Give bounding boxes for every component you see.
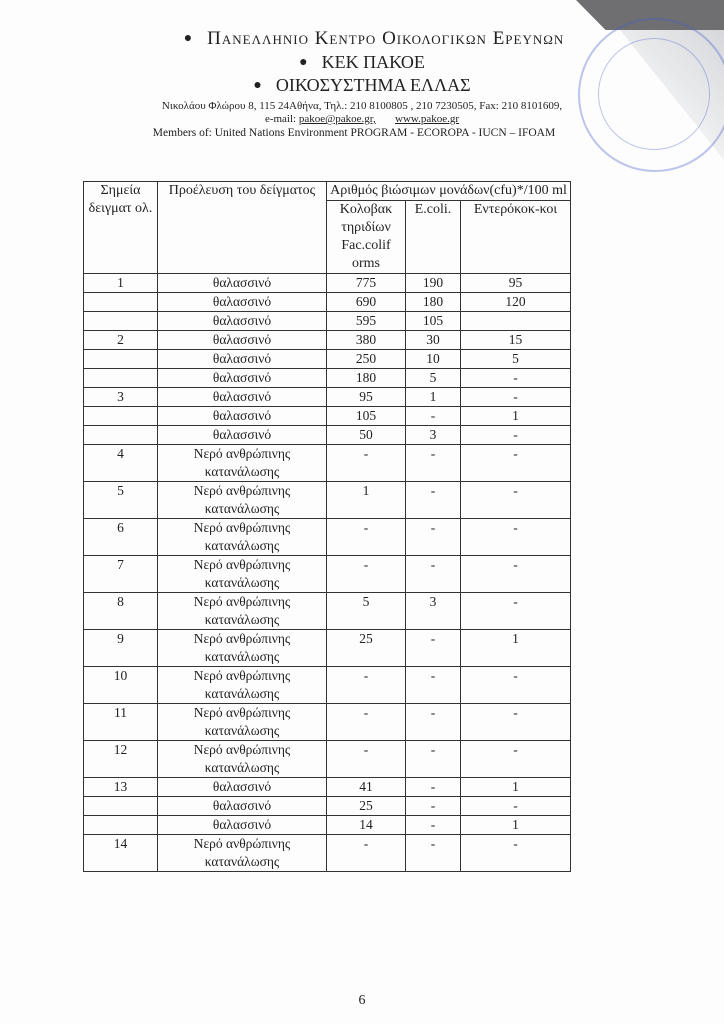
- cell-sampling-point: 9: [84, 630, 158, 667]
- table-row: [84, 274, 571, 293]
- table-row: [84, 667, 571, 704]
- table-row: [84, 797, 571, 816]
- cell-fecal-coliforms: 1: [327, 482, 406, 519]
- table-row: [84, 350, 571, 369]
- cell-ecoli: 180: [406, 293, 461, 312]
- cell-fecal-coliforms: -: [327, 704, 406, 741]
- cell-fecal-coliforms: 25: [327, 797, 406, 816]
- cell-sampling-point: [84, 350, 158, 369]
- cell-fecal-coliforms: -: [327, 667, 406, 704]
- cell-sample-origin: θαλασσινό: [158, 350, 327, 369]
- cell-ecoli: 3: [406, 593, 461, 630]
- members-line: Members of: United Nations Environment PROGRAM - ECOROPA - IUCN – IFOAM: [152, 127, 556, 139]
- header-sampling-point: Σημεία δειγματ ολ.: [84, 182, 158, 274]
- cell-sampling-point: [84, 369, 158, 388]
- cell-sample-origin: θαλασσινό: [158, 312, 327, 331]
- header-fecal-coliforms: Κολοβακ τηριδίων Fac.colif orms: [327, 201, 406, 274]
- cell-enterococci: -: [461, 593, 571, 630]
- cell-enterococci: -: [461, 369, 571, 388]
- cell-enterococci: -: [461, 556, 571, 593]
- cell-sample-origin: θαλασσινό: [158, 293, 327, 312]
- header-sample-origin: Προέλευση του δείγματος: [158, 182, 327, 274]
- cell-sample-origin: Νερό ανθρώπινης κατανάλωσης: [158, 445, 327, 482]
- cell-sample-origin: θαλασσινό: [158, 407, 327, 426]
- cell-enterococci: -: [461, 797, 571, 816]
- cell-sampling-point: [84, 797, 158, 816]
- header-enterococci: Εντερόκοκ-κοι: [461, 201, 571, 274]
- cell-sample-origin: Νερό ανθρώπινης κατανάλωσης: [158, 835, 327, 872]
- cell-fecal-coliforms: 50: [327, 426, 406, 445]
- cell-enterococci: 1: [461, 630, 571, 667]
- cell-enterococci: -: [461, 667, 571, 704]
- cell-sample-origin: θαλασσινό: [158, 388, 327, 407]
- bullet-icon: ●: [183, 31, 194, 46]
- cell-fecal-coliforms: -: [327, 445, 406, 482]
- address-line: Νικολάου Φλώρου 8, 115 24Αθήνα, Τηλ.: 210 8100805 , 210 7230505, Fax: 210 8101609,: [161, 100, 563, 112]
- cell-fecal-coliforms: 14: [327, 816, 406, 835]
- cell-sampling-point: [84, 816, 158, 835]
- cell-ecoli: -: [406, 797, 461, 816]
- cell-sample-origin: θαλασσινό: [158, 778, 327, 797]
- cell-ecoli: 10: [406, 350, 461, 369]
- cell-sampling-point: 11: [84, 704, 158, 741]
- cell-sampling-point: 1: [84, 274, 158, 293]
- cell-sampling-point: 12: [84, 741, 158, 778]
- cell-enterococci: 120: [461, 293, 571, 312]
- cell-fecal-coliforms: -: [327, 519, 406, 556]
- cell-fecal-coliforms: 105: [327, 407, 406, 426]
- org-name-text: Πανελληνιο Κεντρο Οικολογικων Ερευνων: [207, 28, 565, 49]
- table-row: [84, 778, 571, 797]
- cell-enterococci: -: [461, 519, 571, 556]
- cell-enterococci: 1: [461, 778, 571, 797]
- cell-fecal-coliforms: 690: [327, 293, 406, 312]
- cell-fecal-coliforms: 95: [327, 388, 406, 407]
- cell-enterococci: [461, 312, 571, 331]
- table-row: [84, 445, 571, 482]
- cell-ecoli: 190: [406, 274, 461, 293]
- bullet-icon: ●: [253, 78, 262, 93]
- cell-fecal-coliforms: 25: [327, 630, 406, 667]
- cell-ecoli: -: [406, 704, 461, 741]
- bullet-icon: ●: [299, 55, 308, 70]
- cell-fecal-coliforms: 180: [327, 369, 406, 388]
- cell-fecal-coliforms: 250: [327, 350, 406, 369]
- cell-sampling-point: [84, 293, 158, 312]
- table-row: [84, 482, 571, 519]
- cell-sampling-point: 3: [84, 388, 158, 407]
- cell-enterococci: -: [461, 704, 571, 741]
- cell-ecoli: 5: [406, 369, 461, 388]
- cell-sampling-point: [84, 312, 158, 331]
- cell-ecoli: -: [406, 407, 461, 426]
- org-name: [24, 28, 724, 50]
- cell-enterococci: -: [461, 835, 571, 872]
- cell-ecoli: 3: [406, 426, 461, 445]
- cell-sampling-point: 2: [84, 331, 158, 350]
- results-table-body: [84, 274, 571, 872]
- cell-sample-origin: Νερό ανθρώπινης κατανάλωσης: [158, 667, 327, 704]
- cell-fecal-coliforms: 41: [327, 778, 406, 797]
- cell-fecal-coliforms: 775: [327, 274, 406, 293]
- cell-ecoli: -: [406, 519, 461, 556]
- cell-sample-origin: θαλασσινό: [158, 797, 327, 816]
- cell-sampling-point: [84, 407, 158, 426]
- cell-ecoli: -: [406, 445, 461, 482]
- cell-fecal-coliforms: -: [327, 741, 406, 778]
- org-acronym: [0, 52, 724, 73]
- cell-sampling-point: 4: [84, 445, 158, 482]
- cell-fecal-coliforms: 5: [327, 593, 406, 630]
- cell-sample-origin: Νερό ανθρώπινης κατανάλωσης: [158, 556, 327, 593]
- cell-ecoli: -: [406, 667, 461, 704]
- cell-sampling-point: 14: [84, 835, 158, 872]
- table-row: [84, 331, 571, 350]
- cell-sampling-point: 8: [84, 593, 158, 630]
- table-row: [84, 835, 571, 872]
- cell-ecoli: -: [406, 778, 461, 797]
- cell-sampling-point: 13: [84, 778, 158, 797]
- cell-sample-origin: θαλασσινό: [158, 274, 327, 293]
- table-row: [84, 369, 571, 388]
- cell-enterococci: -: [461, 445, 571, 482]
- cell-sampling-point: 5: [84, 482, 158, 519]
- cell-sample-origin: θαλασσινό: [158, 426, 327, 445]
- header-cfu-group: Αριθμός βιώσιμων μονάδων(cfu)*/100 ml: [327, 182, 571, 201]
- cell-ecoli: -: [406, 630, 461, 667]
- cell-ecoli: -: [406, 816, 461, 835]
- cell-sampling-point: [84, 426, 158, 445]
- cell-sample-origin: Νερό ανθρώπινης κατανάλωσης: [158, 482, 327, 519]
- website-link[interactable]: www.pakoe.gr: [395, 113, 460, 125]
- table-row: [84, 630, 571, 667]
- cell-enterococci: 1: [461, 816, 571, 835]
- cell-ecoli: 105: [406, 312, 461, 331]
- table-row: [84, 816, 571, 835]
- cell-fecal-coliforms: 595: [327, 312, 406, 331]
- cell-fecal-coliforms: 380: [327, 331, 406, 350]
- table-row: [84, 388, 571, 407]
- cell-fecal-coliforms: -: [327, 556, 406, 593]
- table-row: [84, 407, 571, 426]
- table-row: [84, 741, 571, 778]
- cell-ecoli: -: [406, 482, 461, 519]
- cell-enterococci: 1: [461, 407, 571, 426]
- cell-enterococci: 15: [461, 331, 571, 350]
- cell-ecoli: 30: [406, 331, 461, 350]
- table-row: [84, 519, 571, 556]
- table-row: [84, 593, 571, 630]
- cell-enterococci: -: [461, 482, 571, 519]
- cell-sample-origin: Νερό ανθρώπινης κατανάλωσης: [158, 593, 327, 630]
- table-row: [84, 426, 571, 445]
- cell-sample-origin: θαλασσινό: [158, 331, 327, 350]
- letterhead: [0, 28, 724, 139]
- cell-sample-origin: θαλασσινό: [158, 816, 327, 835]
- cell-sampling-point: 6: [84, 519, 158, 556]
- email-label: e-mail:: [264, 113, 297, 125]
- email-link[interactable]: pakoe@pakoe.gr,: [298, 113, 376, 125]
- cell-enterococci: 5: [461, 350, 571, 369]
- org-subtitle: [0, 75, 724, 96]
- cell-sample-origin: Νερό ανθρώπινης κατανάλωσης: [158, 630, 327, 667]
- table-row: [84, 312, 571, 331]
- table-row: [84, 556, 571, 593]
- cell-sample-origin: Νερό ανθρώπινης κατανάλωσης: [158, 519, 327, 556]
- table-row: [84, 704, 571, 741]
- org-subtitle-text: ΟΙΚΟΣΥΣΤΗΜΑ ΕΛΛΑΣ: [275, 75, 471, 95]
- cell-enterococci: -: [461, 388, 571, 407]
- cell-enterococci: 95: [461, 274, 571, 293]
- cell-sample-origin: θαλασσινό: [158, 369, 327, 388]
- org-acronym-text: ΚΕΚ ΠΑΚΟΕ: [321, 52, 425, 72]
- table-row: [84, 293, 571, 312]
- cell-sampling-point: 10: [84, 667, 158, 704]
- cell-ecoli: -: [406, 835, 461, 872]
- contact-line: [0, 113, 724, 125]
- header-ecoli: E.coli.: [406, 201, 461, 274]
- cell-sample-origin: Νερό ανθρώπινης κατανάλωσης: [158, 704, 327, 741]
- cell-ecoli: -: [406, 556, 461, 593]
- results-table: [83, 181, 571, 872]
- cell-ecoli: -: [406, 741, 461, 778]
- cell-sampling-point: 7: [84, 556, 158, 593]
- page-number: 6: [358, 993, 366, 1008]
- cell-fecal-coliforms: -: [327, 835, 406, 872]
- cell-ecoli: 1: [406, 388, 461, 407]
- cell-enterococci: -: [461, 426, 571, 445]
- cell-enterococci: -: [461, 741, 571, 778]
- cell-sample-origin: Νερό ανθρώπινης κατανάλωσης: [158, 741, 327, 778]
